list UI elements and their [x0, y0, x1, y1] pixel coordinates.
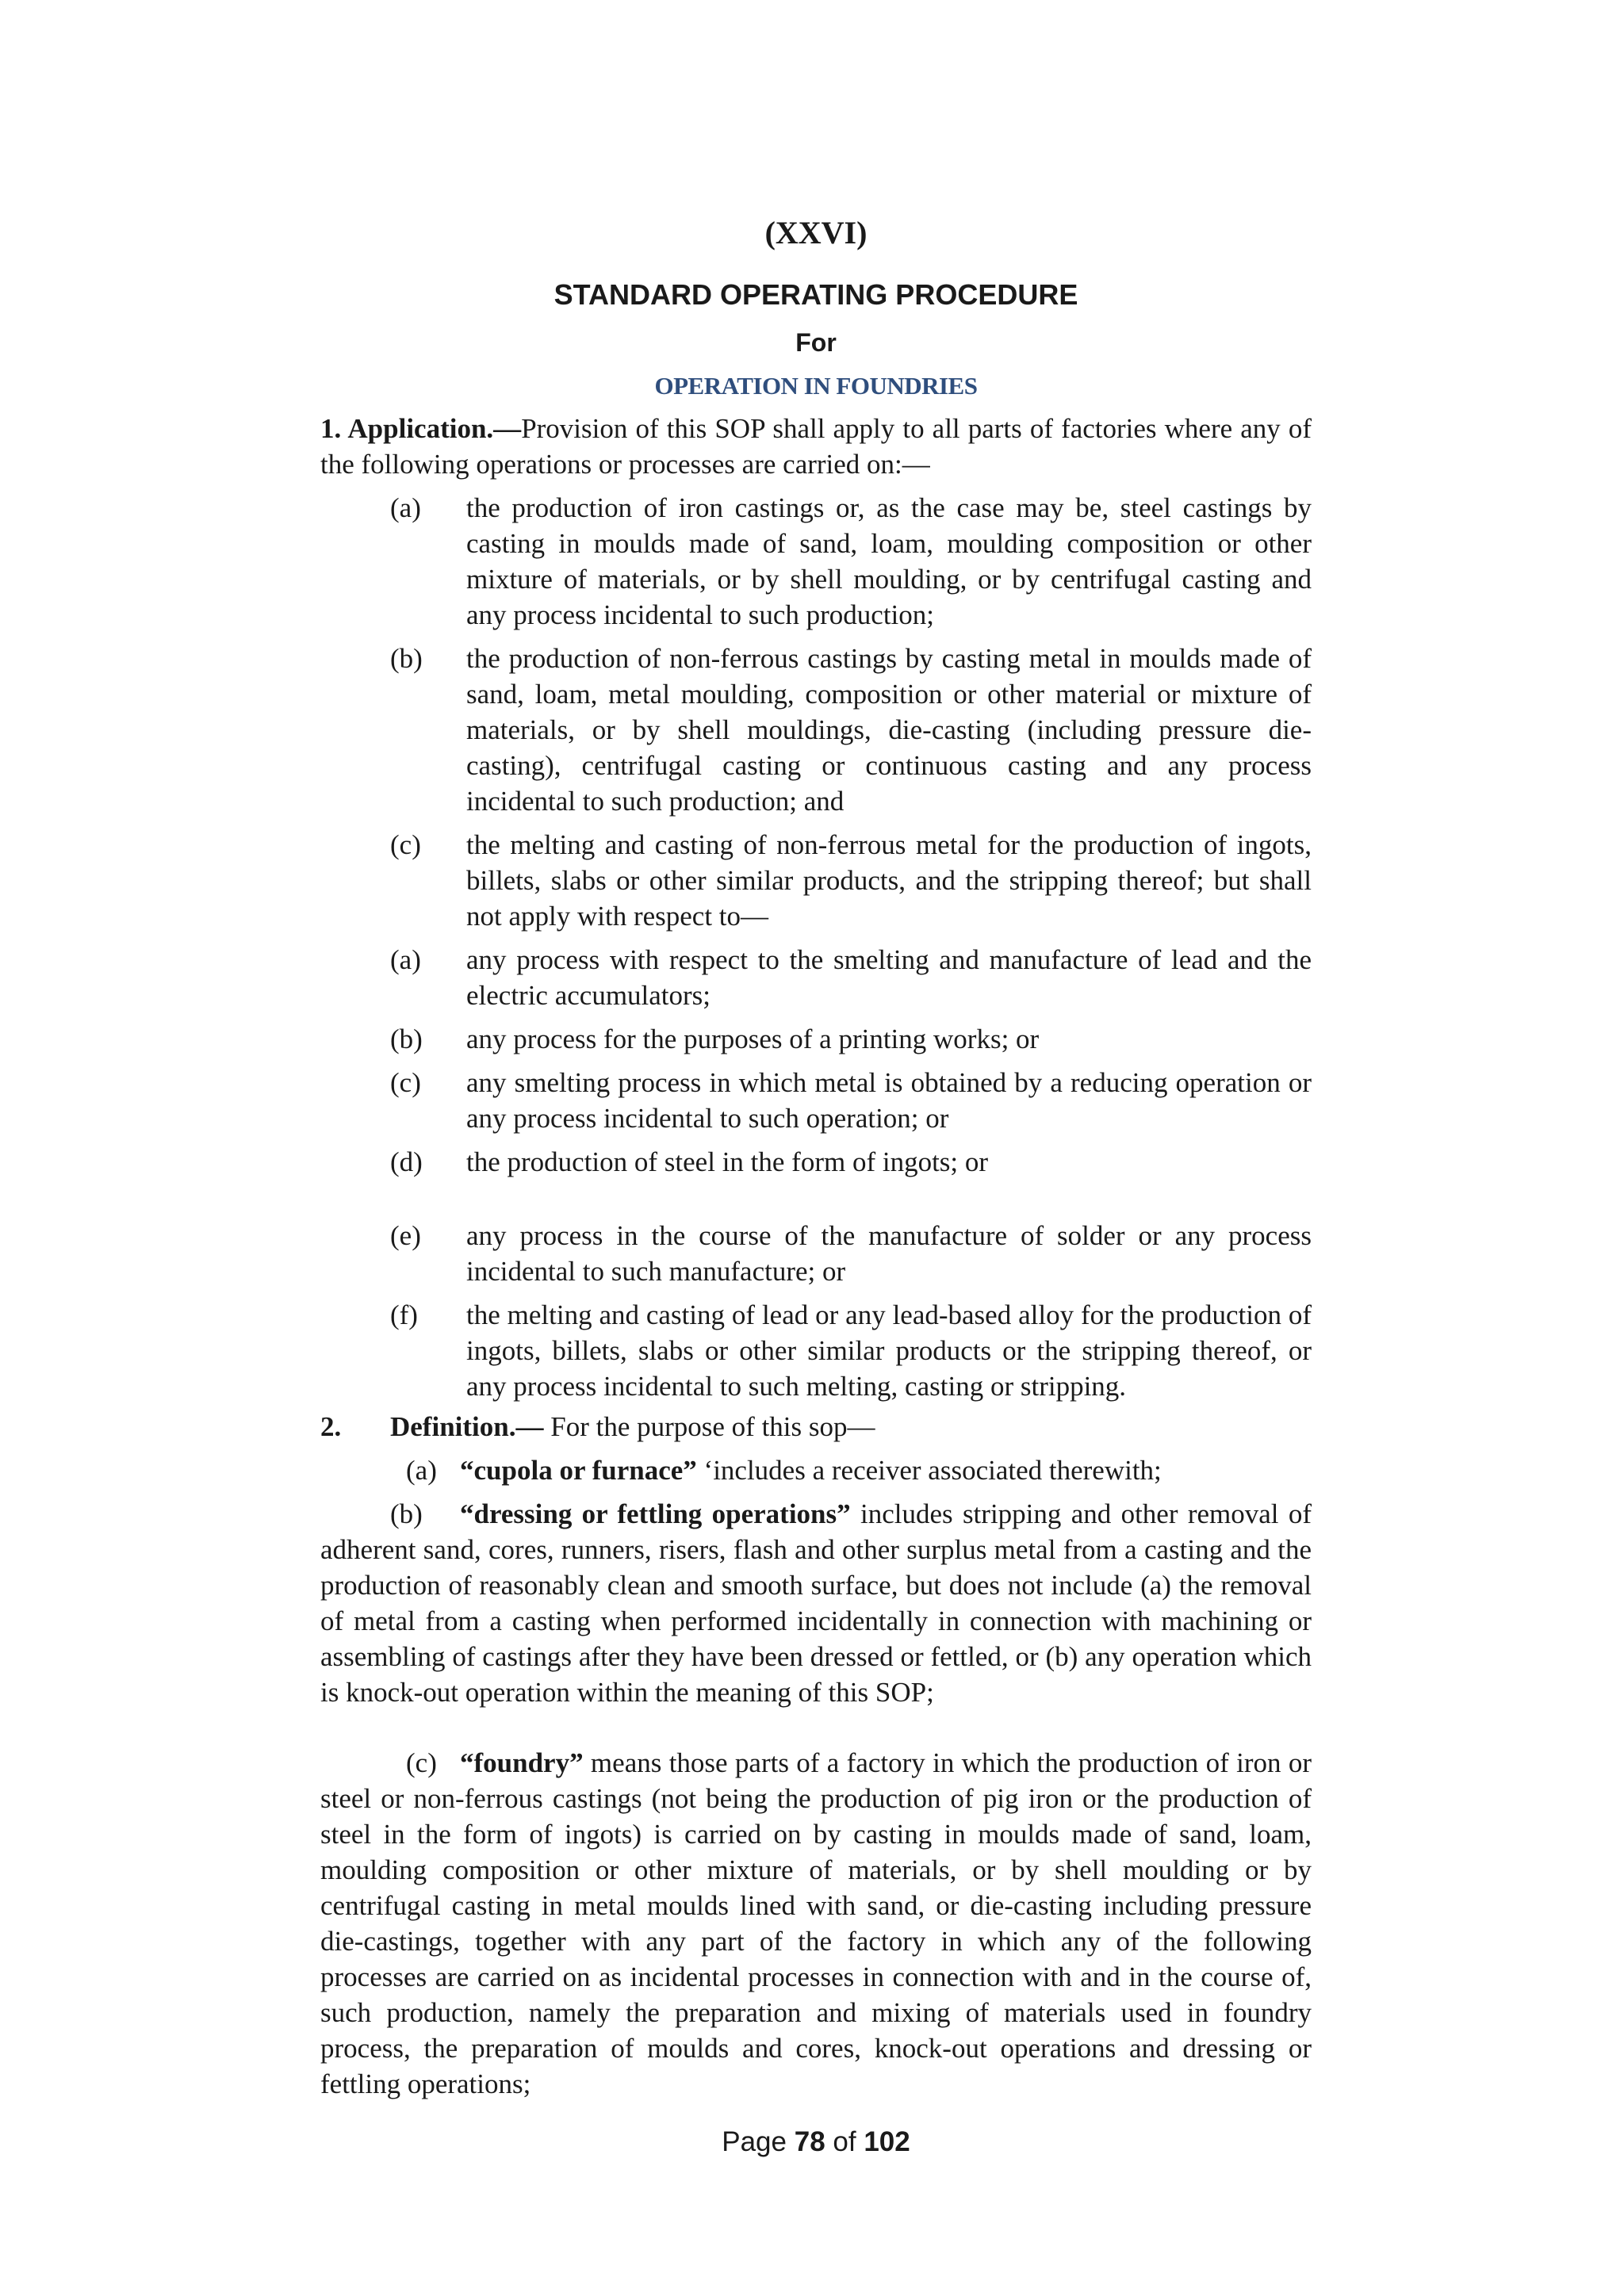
list-item-text: any process in the course of the manufacture of solder or any process incidental to such manufacture; or — [466, 1220, 1312, 1287]
list-item-text: any process for the purposes of a printing works; or — [466, 1024, 1040, 1054]
list-item-text: the melting and casting of non-ferrous metal for the production of ingots, billets, slabs or other similar products, and the stripping thereof; but shall not apply with respect to— — [466, 829, 1312, 932]
document-subtitle: OPERATION IN FOUNDRIES — [654, 372, 978, 400]
list-item — [320, 641, 1312, 819]
exclude-list — [320, 942, 1312, 1404]
list-item — [320, 1144, 1312, 1180]
list-item — [320, 1297, 1312, 1404]
list-item-text: the production of iron castings or, as the case may be, steel castings by casting in moulds made of sand, loam, moulding composition or other mixture of materials, or by shell moulding, or by centrifugal casting and any process incidental to such production; — [466, 492, 1312, 630]
page-footer — [320, 2125, 1312, 2160]
list-item-mark: (c) — [390, 829, 421, 860]
list-item-mark: (e) — [390, 1220, 421, 1251]
total-pages: 102 — [864, 2126, 910, 2157]
application-paragraph — [320, 411, 1312, 482]
definition-text: ‘includes a receiver associated therewith; — [696, 1455, 1162, 1486]
definition-paragraph — [320, 1409, 1312, 1445]
definition-intro: For the purpose of this sop— — [543, 1411, 875, 1442]
list-item — [320, 942, 1312, 1013]
list-item-text: any process with respect to the smelting and manufacture of lead and the electric accumulators; — [466, 944, 1312, 1011]
of-label: of — [833, 2126, 856, 2157]
list-item-mark: (b) — [390, 643, 423, 674]
page-number: 78 — [794, 2126, 825, 2157]
list-item-mark: (d) — [390, 1146, 423, 1177]
definition-term: “dressing or fettling operations” — [460, 1498, 851, 1529]
definition-text: means those parts of a factory in which the production of iron or steel or non-ferrous castings (not being the production of pig iron or the production of steel in the form of ingots) is carried on by casting in moulds made of sand, loam, moulding composition or other mixture of materials, or by shell moulding or by centrifugal casting in metal moulds lined with sand, or die-casting including pressure die-castings, together with any part of the factory in which any of the following processes are carried on as incidental processes in connection with and in the course of, such production, namely the preparation and mixing of materials used in foundry process, the preparation of moulds and cores, knock-out operations and dressing or fettling operations; — [320, 1747, 1312, 2099]
list-item-mark: (a) — [390, 492, 421, 523]
definition-term: “foundry” — [460, 1747, 584, 1778]
page-label: Page — [722, 2126, 787, 2157]
title-for-label: For — [795, 328, 837, 357]
application-intro: Provision of this SOP shall apply to all parts of factories where any of the following operations or processes are carried on:— — [320, 413, 1312, 480]
definition-item — [320, 1745, 1312, 2102]
list-item-mark: (f) — [390, 1299, 418, 1330]
application-heading: 1. Application.— — [320, 413, 522, 444]
document-page — [320, 0, 1312, 2296]
list-item-text: any smelting process in which metal is obtained by a reducing operation or any process incidental to such operation; or — [466, 1067, 1312, 1134]
list-item — [320, 1218, 1312, 1289]
definition-term: “cupola or furnace” — [460, 1455, 697, 1486]
section-roman-numeral: (XXVI) — [764, 215, 868, 251]
apply-list — [320, 490, 1312, 934]
section-application — [320, 411, 1312, 2102]
list-item-text: the production of non-ferrous castings by casting metal in moulds made of sand, loam, metal moulding, composition or other material or mixture of materials, or by shell mouldings, die-casting (including pressure die-casting), centrifugal casting or continuous casting and any process incidental to such production; and — [466, 643, 1312, 817]
list-item-text: the production of steel in the form of ingots; or — [466, 1146, 989, 1177]
definition-number: 2. — [320, 1411, 342, 1442]
list-item — [320, 490, 1312, 633]
definition-mark: (c) — [406, 1747, 437, 1778]
list-item-mark: (a) — [390, 944, 421, 975]
definition-item — [320, 1452, 1312, 1488]
definition-item — [320, 1496, 1312, 1710]
list-item-mark: (b) — [390, 1024, 423, 1054]
list-item — [320, 827, 1312, 934]
definition-mark: (b) — [390, 1498, 423, 1529]
list-item-text: the melting and casting of lead or any lead-based alloy for the production of ingots, billets, slabs or other similar products or the stripping thereof, or any process incidental to such melting, casting or stripping. — [466, 1299, 1312, 1402]
definition-text: includes stripping and other removal of adherent sand, cores, runners, risers, flash and other surplus metal from a casting and the production of reasonably clean and smooth surface, but does not include (a) the removal of metal from a casting when performed incidentally in connection with machining or assembling of castings after they have been dressed or fettled, or (b) any operation which is knock-out operation within the meaning of this SOP; — [320, 1498, 1312, 1708]
definition-mark: (a) — [406, 1455, 437, 1486]
list-item — [320, 1021, 1312, 1057]
document-title: STANDARD OPERATING PROCEDURE — [553, 278, 1078, 311]
definition-heading: Definition.— — [390, 1411, 544, 1442]
list-item — [320, 1065, 1312, 1136]
list-item-mark: (c) — [390, 1067, 421, 1098]
